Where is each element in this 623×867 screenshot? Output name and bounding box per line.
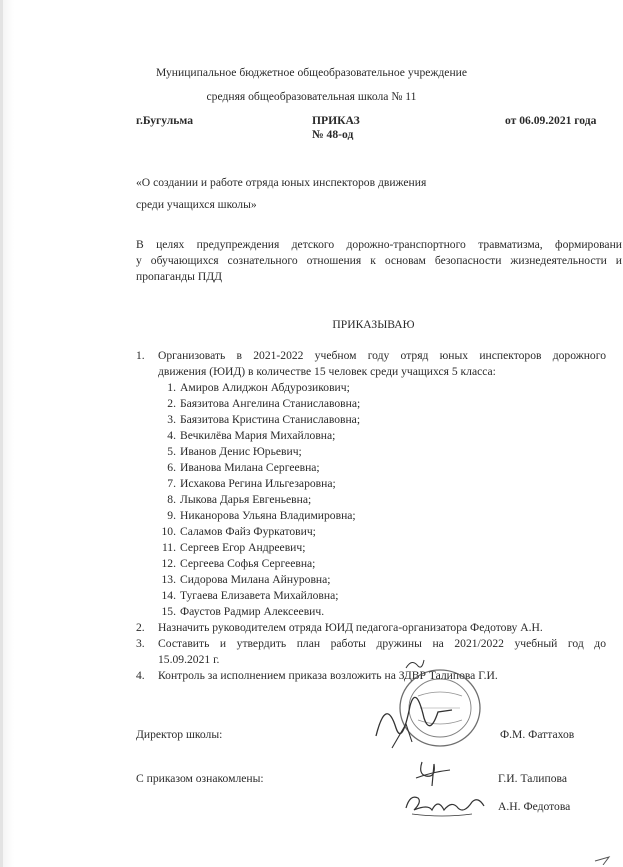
member-name: Баязитова Ангелина Станиславовна;	[180, 397, 361, 410]
order-item-text: Составить и утвердить план работы дружины на 2021/2022 учебный год до	[158, 637, 606, 650]
subject-line-2: среди учащихся школы»	[136, 198, 257, 211]
order-item-text: 15.09.2021 г.	[158, 653, 220, 666]
scan-edge	[0, 0, 3, 867]
member-list	[136, 380, 606, 620]
member-number: 13.	[161, 573, 176, 586]
member-number: 15.	[161, 605, 176, 618]
order-date: от 06.09.2021 года	[505, 114, 597, 127]
director-label: Директор школы:	[136, 728, 223, 741]
member-name: Сидорова Милана Айнуровна;	[180, 573, 331, 586]
member-number: 14.	[161, 589, 176, 602]
signature-fedotova	[402, 790, 488, 820]
member-number: 6.	[167, 461, 176, 474]
member-name: Иванов Денис Юрьевич;	[180, 445, 302, 458]
member-number: 12.	[161, 557, 176, 570]
member-name: Амиров Алиджон Абдурозикович;	[180, 381, 350, 394]
member-name: Никанорова Ульяна Владимировна;	[180, 509, 356, 522]
order-item-4	[136, 668, 606, 684]
preamble-line-2: у обучающихся сознательного отношения к основам безопасности жизнедеятельности и	[136, 254, 622, 267]
member-number: 4.	[167, 429, 176, 442]
member-item	[136, 492, 606, 508]
city: г.Бугульма	[136, 114, 194, 127]
member-name: Сергеева Софья Сергеевна;	[180, 557, 316, 570]
order-items	[136, 348, 606, 684]
member-number: 2.	[167, 397, 176, 410]
member-number: 1.	[167, 381, 176, 394]
order-item-2	[136, 620, 606, 636]
member-item	[136, 428, 606, 444]
director-name: Ф.М. Фаттахов	[500, 728, 575, 741]
ink-mark	[404, 656, 426, 670]
order-title: ПРИКАЗ	[312, 114, 360, 127]
fedotova-name: А.Н. Федотова	[498, 800, 571, 813]
member-item	[136, 556, 606, 572]
order-item-text: Контроль за исполнением приказа возложить на ЗДВР Талипова Г.И.	[158, 669, 498, 682]
member-name: Саламов Файз Фуркатович;	[180, 525, 316, 538]
signature-talipova	[414, 758, 454, 788]
member-number: 5.	[167, 445, 176, 458]
org-line-2: средняя общеобразовательная школа № 11	[206, 90, 417, 103]
order-item-number: 4.	[136, 669, 145, 682]
order-number: № 48-од	[312, 128, 354, 141]
page-corner-mark	[593, 851, 615, 865]
order-item-3	[136, 636, 606, 668]
order-item-text: Назначить руководителем отряда ЮИД педагога-организатора Федотову А.Н.	[158, 621, 543, 634]
member-item	[136, 460, 606, 476]
member-item	[136, 540, 606, 556]
order-item-number: 3.	[136, 637, 145, 650]
member-number: 11.	[161, 541, 176, 554]
member-number: 7.	[167, 477, 176, 490]
school-stamp	[372, 666, 498, 752]
member-name: Фаустов Радмир Алексеевич.	[180, 605, 325, 618]
member-item	[136, 604, 606, 620]
acquainted-label: С приказом ознакомлены:	[136, 772, 264, 785]
member-item	[136, 508, 606, 524]
member-item	[136, 588, 606, 604]
member-name: Сергеев Егор Андреевич;	[180, 541, 306, 554]
member-number: 9.	[167, 509, 176, 522]
member-name: Иванова Милана Сергеевна;	[180, 461, 320, 474]
member-name: Лыкова Дарья Евгеньевна;	[180, 493, 312, 506]
org-line-1: Муниципальное бюджетное общеобразовательное учреждение	[155, 66, 467, 79]
talipova-name: Г.И. Талипова	[498, 772, 567, 785]
order-item-1	[136, 348, 606, 380]
member-item	[136, 380, 606, 396]
member-name: Вечкилёва Мария Михайловна;	[180, 429, 336, 442]
member-number: 10.	[161, 525, 176, 538]
member-name: Тугаева Елизавета Михайловна;	[180, 589, 339, 602]
subject-line-1: «О создании и работе отряда юных инспекторов движения	[136, 176, 427, 189]
order-item-number: 2.	[136, 621, 145, 634]
order-item-text: движения (ЮИД) в количестве 15 человек среди учащихся 5 класса:	[158, 365, 496, 378]
member-name: Баязитова Кристина Станиславовна;	[180, 413, 361, 426]
member-item	[136, 412, 606, 428]
member-item	[136, 524, 606, 540]
member-item	[136, 396, 606, 412]
member-item	[136, 572, 606, 588]
member-name: Исхакова Регина Ильгезаровна;	[180, 477, 336, 490]
order-item-text: Организовать в 2021-2022 учебном году отряд юных инспекторов дорожного	[158, 349, 606, 362]
order-item-number: 1.	[136, 349, 145, 362]
member-number: 8.	[167, 493, 176, 506]
decree-word: ПРИКАЗЫВАЮ	[332, 318, 415, 331]
member-number: 3.	[167, 413, 176, 426]
member-item	[136, 476, 606, 492]
member-item	[136, 444, 606, 460]
preamble-line-1: В целях предупреждения детского дорожно-транспортного травматизма, формировани	[136, 238, 622, 251]
preamble-line-3: пропаганды ПДД	[136, 270, 223, 283]
